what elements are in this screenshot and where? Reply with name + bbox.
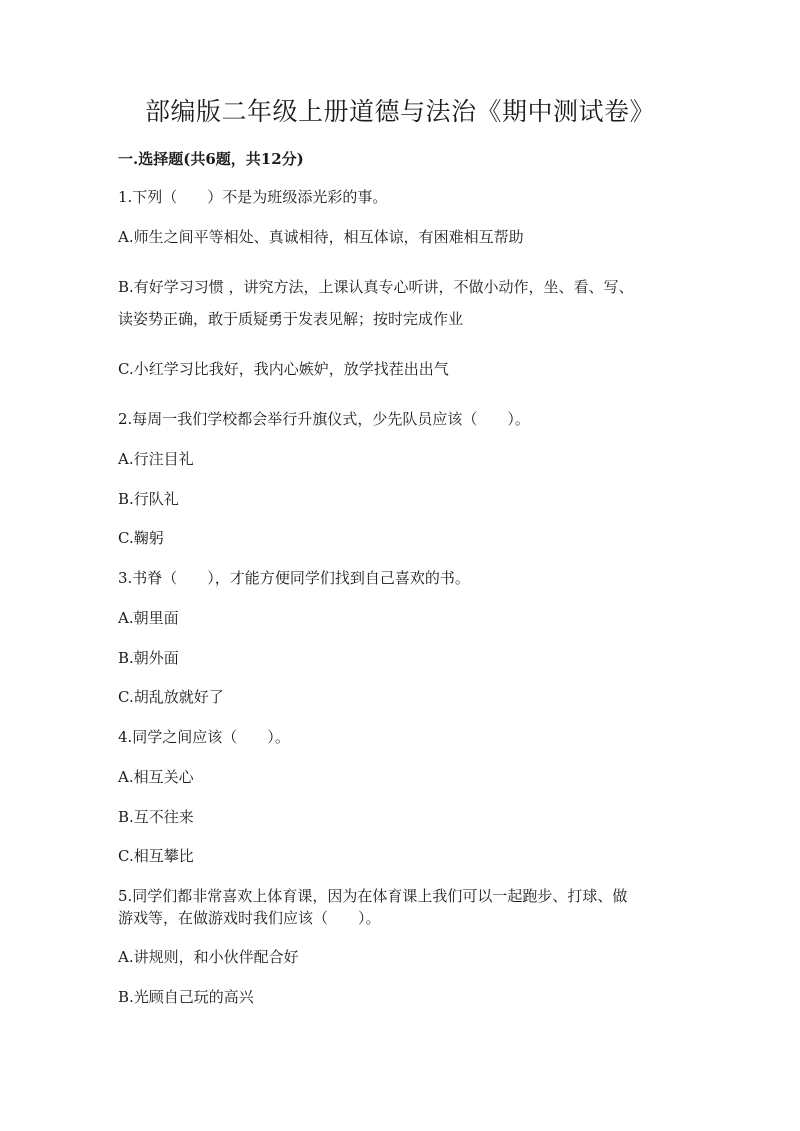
question-3-stem: 3.书脊（ ），才能方便同学们找到自己喜欢的书。 (118, 569, 470, 587)
question-3-option-b: B.朝外面 (118, 649, 179, 667)
question-3-option-a: A.朝里面 (118, 609, 179, 627)
question-2-option-c: C.鞠躬 (118, 529, 164, 547)
question-5-option-a: A.讲规则，和小伙伴配合好 (118, 948, 299, 966)
question-2-stem: 2.每周一我们学校都会举行升旗仪式，少先队员应该（ ）。 (118, 410, 530, 428)
question-4-stem: 4.同学之间应该（ ）。 (118, 728, 290, 746)
question-1-option-a: A.师生之间平等相处、真诚相待，相互体谅，有困难相互帮助 (118, 228, 524, 246)
question-2-option-a: A.行注目礼 (118, 450, 194, 468)
question-4-option-b: B.互不往来 (118, 808, 194, 826)
question-4-option-a: A.相互关心 (118, 768, 194, 786)
question-4-option-c: C.相互攀比 (118, 847, 194, 865)
question-5-stem: 5.同学们都非常喜欢上体育课，因为在体育课上我们可以一起跑步、打球、做 (118, 887, 628, 905)
question-5-option-b: B.光顾自己玩的高兴 (118, 988, 254, 1006)
question-1-option-b: B.有好学习习惯 ，讲究方法，上课认真专心听讲，不做小动作，坐、看、写、 (118, 278, 634, 296)
question-1-stem: 1.下列（ ）不是为班级添光彩的事。 (118, 188, 388, 206)
question-2-option-b: B.行队礼 (118, 490, 179, 508)
question-1-option-b-cont: 读姿势正确，敢于质疑勇于发表见解；按时完成作业 (118, 310, 464, 328)
question-3-option-c: C.胡乱放就好了 (118, 688, 224, 706)
section-heading: 一.选择题(共6题，共12分) (118, 150, 304, 168)
question-5-stem-cont: 游戏等，在做游戏时我们应该（ ）。 (118, 909, 381, 927)
question-1-option-c: C.小红学习比我好，我内心嫉妒，放学找茬出出气 (118, 360, 449, 378)
page-title: 部编版二年级上册道德与法治《期中测试卷》 (144, 97, 655, 126)
